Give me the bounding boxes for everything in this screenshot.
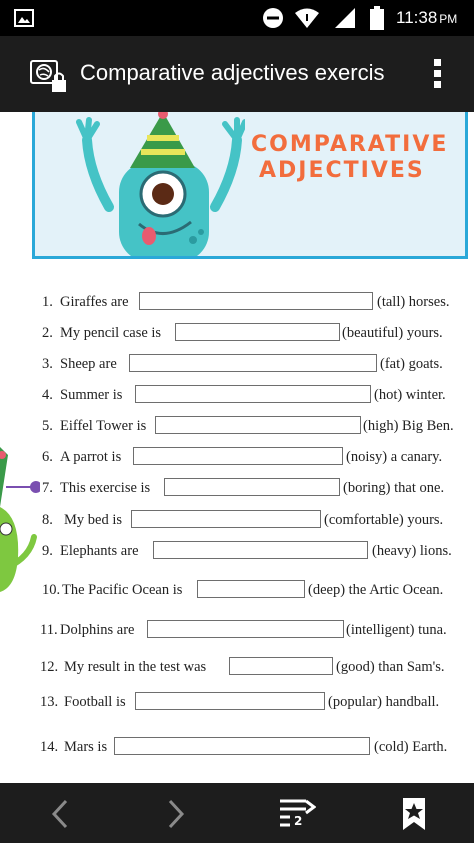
exercise-text-before: My bed is xyxy=(64,512,122,528)
answer-blank xyxy=(131,510,321,528)
exercise-row xyxy=(0,385,474,407)
exercise-text-after: (comfortable) yours. xyxy=(324,512,444,528)
cell-signal-icon xyxy=(334,7,356,29)
exercise-text-after: (good) than Sam's. xyxy=(336,659,445,675)
exercise-text-before: Elephants are xyxy=(60,543,139,559)
exercise-number: 4. xyxy=(42,387,53,403)
answer-blank xyxy=(135,385,371,403)
clock xyxy=(396,8,457,28)
answer-blank xyxy=(135,692,325,710)
clock-ampm: PM xyxy=(439,12,458,26)
exercise-number: 9. xyxy=(42,543,53,559)
answer-blank xyxy=(139,292,373,310)
exercise-number: 5. xyxy=(42,418,53,434)
answer-blank xyxy=(114,737,370,755)
secure-image-icon xyxy=(30,60,68,94)
answer-blank xyxy=(155,416,361,434)
page-badge: 2 xyxy=(294,814,303,828)
exercise-number: 11. xyxy=(40,622,58,638)
bottom-navigation-bar xyxy=(0,783,474,843)
exercise-text-after: (beautiful) yours. xyxy=(342,325,443,341)
exercise-number: 1. xyxy=(42,294,53,310)
answer-blank xyxy=(153,541,368,559)
exercise-text-before: This exercise is xyxy=(60,480,151,496)
answer-blank xyxy=(147,620,344,638)
battery-icon xyxy=(370,6,384,30)
exercise-row xyxy=(0,510,474,532)
exercise-row xyxy=(0,541,474,563)
exercise-text-before: Summer is xyxy=(60,387,123,403)
answer-blank xyxy=(133,447,343,465)
exercise-text-after: (hot) winter. xyxy=(374,387,446,403)
exercise-number: 6. xyxy=(42,449,53,465)
page-list-icon[interactable] xyxy=(278,797,316,829)
exercise-text-after: (boring) that one. xyxy=(343,480,445,496)
exercise-number: 10. xyxy=(42,582,61,598)
document-title: Comparative adjectives exercis xyxy=(80,60,385,85)
wifi-icon xyxy=(294,7,320,29)
exercise-text-after: (tall) horses. xyxy=(377,294,450,310)
banner-title-line1: COMPARATIVE xyxy=(251,132,449,157)
exercise-text-before: Dolphins are xyxy=(60,622,135,638)
exercise-text-after: (heavy) lions. xyxy=(372,543,452,559)
banner-title-line2: ADJECTIVES xyxy=(259,158,425,183)
exercise-row xyxy=(0,692,474,714)
exercise-row xyxy=(0,580,474,602)
bookmark-icon[interactable] xyxy=(402,797,426,831)
exercise-row xyxy=(0,323,474,345)
exercise-row xyxy=(0,478,474,500)
exercise-text-before: Giraffes are xyxy=(60,294,129,310)
worksheet-banner xyxy=(32,112,468,259)
exercise-number: 7. xyxy=(42,480,53,496)
app-bar xyxy=(0,36,474,112)
exercise-number: 13. xyxy=(40,694,59,710)
exercise-text-after: (cold) Earth. xyxy=(374,739,448,755)
exercise-text-before: Sheep are xyxy=(60,356,117,372)
exercise-text-before: Mars is xyxy=(64,739,108,755)
exercise-number: 12. xyxy=(40,659,59,675)
exercise-text-before: Eiffel Tower is xyxy=(60,418,147,434)
document-page xyxy=(0,112,474,783)
exercise-text-after: (noisy) a canary. xyxy=(346,449,443,465)
exercise-number: 3. xyxy=(42,356,53,372)
exercise-number: 2. xyxy=(42,325,53,341)
exercise-row xyxy=(0,416,474,438)
image-notification-icon xyxy=(14,9,34,27)
monster-illustration xyxy=(75,112,245,256)
exercise-row xyxy=(0,657,474,679)
exercise-number: 14. xyxy=(40,739,59,755)
answer-blank xyxy=(129,354,377,372)
next-page-icon[interactable] xyxy=(164,797,188,831)
do-not-disturb-icon xyxy=(262,7,284,29)
status-bar xyxy=(0,0,474,36)
previous-page-icon[interactable] xyxy=(48,797,72,831)
exercise-number: 8. xyxy=(42,512,53,528)
exercise-row xyxy=(0,447,474,469)
exercise-text-before: A parrot is xyxy=(60,449,122,465)
exercise-row xyxy=(0,354,474,376)
exercise-text-after: (deep) the Artic Ocean. xyxy=(308,582,444,598)
exercise-row xyxy=(0,737,474,759)
exercise-row xyxy=(0,292,474,314)
answer-blank xyxy=(197,580,305,598)
exercise-text-after: (fat) goats. xyxy=(380,356,443,372)
exercise-text-before: Football is xyxy=(64,694,126,710)
answer-blank xyxy=(175,323,340,341)
overflow-menu-icon[interactable] xyxy=(428,56,448,92)
exercise-text-before: My result in the test was xyxy=(64,659,207,675)
exercise-text-after: (high) Big Ben. xyxy=(363,418,454,434)
exercise-text-after: (popular) handball. xyxy=(328,694,440,710)
answer-blank xyxy=(164,478,340,496)
clock-time: 11:38 xyxy=(396,8,438,27)
exercise-text-before: The Pacific Ocean is xyxy=(62,582,183,598)
exercise-text-after: (intelligent) tuna. xyxy=(346,622,447,638)
exercise-row xyxy=(0,620,474,642)
exercise-text-before: My pencil case is xyxy=(60,325,162,341)
answer-blank xyxy=(229,657,333,675)
